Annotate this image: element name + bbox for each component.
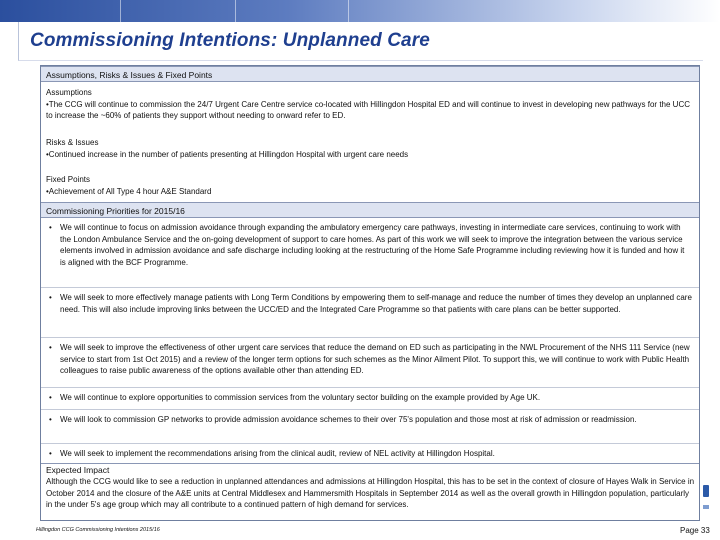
bullet-icon: • [49,393,52,402]
list-item-text: We will continue to explore opportunities to commission services from the voluntary sector building on the example provided by Age UK. [60,393,541,402]
bullet-icon: • [49,293,52,302]
bullet-icon: • [49,223,52,232]
nhs-logo-fragment-icon [703,505,709,509]
assumptions-section-header: Assumptions, Risks & Issues & Fixed Points [41,66,699,82]
bullet-icon: • [49,449,52,458]
banner-divider [235,0,236,22]
assumptions-block [46,87,694,122]
list-item-text: We will seek to more effectively manage patients with Long Term Conditions by empowering them to self-manage and reduce the number of times they develop an unplanned care need. This will also include improving links between the UCC/ED and the Integrated Care Programme so that patients with care plans can be better supported. [60,293,692,314]
list-item [41,338,699,388]
expected-impact-heading: Expected Impact [46,465,110,475]
footer-document-name: Hillingdon CCG Commissioning Intentions 2015/16 [36,527,160,533]
list-item [41,222,699,288]
risks-text: •Continued increase in the number of patients presenting at Hillingdon Hospital with urgent care needs [46,149,409,159]
risks-heading: Risks & Issues [46,138,99,147]
footer-page-number: Page 33 [680,526,710,535]
assumptions-heading: Assumptions [46,88,92,97]
expected-impact-section [41,463,699,521]
fixed-points-heading: Fixed Points [46,175,91,184]
page-title: Commissioning Intentions: Unplanned Care [30,30,430,51]
list-item-text: We will continue to focus on admission avoidance through expanding the ambulatory emergency care pathways, investing in intermediate care services, continuing to work with the London Ambulance Service and the on-going development of support to care homes. As part of this work we will seek to improve the integration between the various service elements involved in admission avoidance and safe discharge including looking at the restructuring of the Home Safe Programme including reviewing how it is funded and how it is aligned with the BCF Programme. [60,223,685,267]
fixed-points-text: •Achievement of All Type 4 hour A&E Standard [46,186,212,196]
list-item-text: We will seek to implement the recommendations arising from the clinical audit, review of NEL activity at Hillingdon Hospital. [60,449,495,458]
nhs-logo-fragment-icon [703,485,709,497]
list-item [41,288,699,338]
list-item [41,444,699,463]
expected-impact-text: Although the CCG would like to see a reduction in unplanned attendances and admissions at Hillingdon Hospital, this has to be set in the context of closure of Hayes Walk in Service in October 2014 and the closure of the A&E units at Central Middlesex and Hammersmith Hospitals in September 2014 as well as the overall growth in Hillingdon population, particularly in the under 5's age group which may all contribute to a continued pattern of high demand for services. [46,477,695,509]
risks-block [46,137,694,160]
banner-divider [120,0,121,22]
list-item-text: We will seek to improve the effectiveness of other urgent care services that reduce the demand on ED such as participating in the NWL Procurement of the NHS 111 Service (new service to start from 1st Oct 2015) and a review of the longer term options for such schemes as the Minor Ailment Pilot. To support this, we will continue to work with Public Health colleagues to raise public awareness of the options available other than attending ED. [60,343,690,375]
priorities-section-header: Commissioning Priorities for 2015/16 [41,202,699,218]
fixed-points-block [46,174,694,197]
bullet-icon: • [49,343,52,352]
bullet-icon: • [49,415,52,424]
assumptions-text: •The CCG will continue to commission the 24/7 Urgent Care Centre service co-located with Hillingdon Hospital ED and will continue to invest in developing new pathways for the UCC to increase the ~60% of patients they support without needing to onward refer to ED. [46,99,690,120]
list-item-text: We will look to commission GP networks to provide admission avoidance schemes to their over 75's population and those most at risk of admission or readmission. [60,415,637,424]
list-item [41,410,699,444]
priorities-list [41,218,699,462]
banner-divider [348,0,349,22]
list-item [41,388,699,410]
top-banner [0,0,720,22]
